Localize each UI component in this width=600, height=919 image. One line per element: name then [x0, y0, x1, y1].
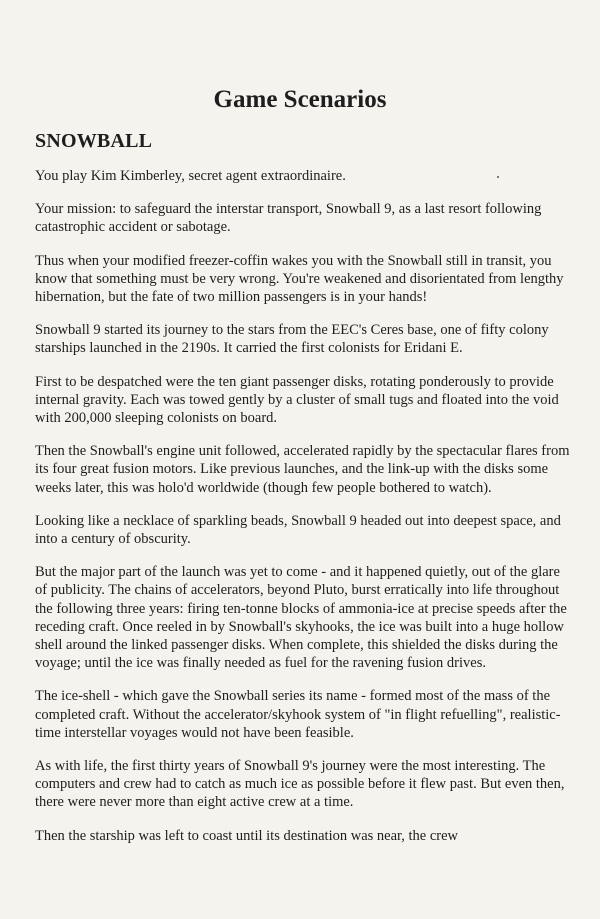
body-text [35, 167, 575, 860]
paragraph: But the major part of the launch was yet to come - and it happened quietly, out of the glare of publicity. The chains of accelerators, beyond Pluto, burst erratically into life throughout the following three years: firing ten-tonne blocks of ammonia-ice at precise speeds after the receding craft. Once reeled in by Snowball's skyhooks, the ice was built into a huge hollow shell around the linked passenger disks. When complete, this shielded the disks during the voyage; until the ice was finally needed as fuel for the ravening fusion drives. [35, 564, 567, 672]
page-title: Game Scenarios [213, 86, 387, 113]
paragraph: As with life, the first thirty years of Snowball 9's journey were the most interesting. The computers and crew had to catch as much ice as possible before it flew past. But even then, there were never more than eight active crew at a time. [35, 758, 565, 811]
paragraph: Thus when your modified freezer-coffin wakes you with the Snowball still in transit, you know that something must be very wrong. You're weakened and disorientated from lengthy hibernation, but the fate of two million passengers is in your hands! [35, 252, 564, 306]
paragraph: You play Kim Kimberley, secret agent extraordinaire. [35, 168, 346, 184]
paragraph: Then the Snowball's engine unit followed, accelerated rapidly by the spectacular flares from its four great fusion motors. Like previous launches, and the link-up with the disks some weeks later, this was holo'd worldwide (though few people bothered to watch). [35, 443, 570, 496]
paragraph: Looking like a necklace of sparkling beads, Snowball 9 headed out into deepest space, and into a century of obscurity. [35, 512, 561, 548]
paragraph: Snowball 9 started its journey to the stars from the EEC's Ceres base, one of fifty colony starships launched in the 2190s. It carried the first colonists for Eridani E. [35, 322, 549, 357]
section-heading: SNOWBALL [35, 130, 153, 152]
paragraph: Then the starship was left to coast until its destination was near, the crew [35, 827, 459, 844]
paragraph: Your mission: to safeguard the interstar transport, Snowball 9, as a last resort following catastrophic accident or sabotage. [35, 201, 542, 236]
paragraph: First to be despatched were the ten giant passenger disks, rotating ponderously to provide internal gravity. Each was towed gently by a cluster of small tugs and floated into the void with 200,000 sleeping colonists on board. [35, 373, 559, 427]
paragraph: The ice-shell - which gave the Snowball series its name - formed most of the mass of the completed craft. Without the accelerator/skyhook system of "in flight refuelling", realistic-time interstellar voyages would not have been feasible. [35, 688, 561, 741]
